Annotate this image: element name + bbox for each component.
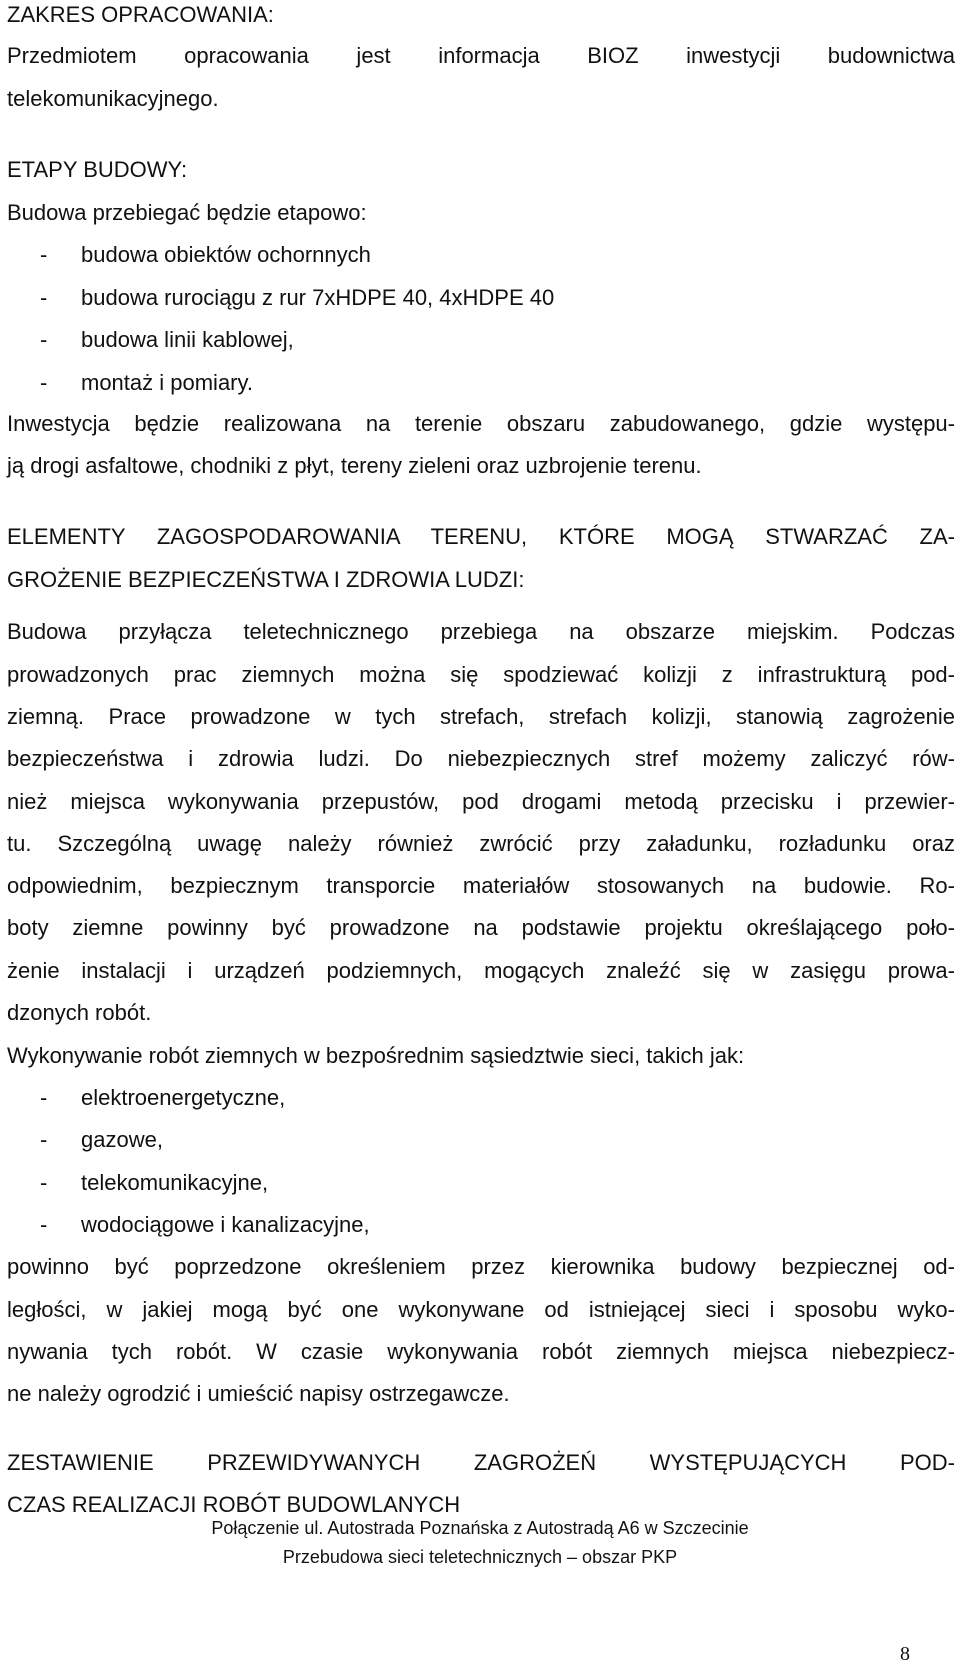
paragraph-line: boty ziemne powinny być prowadzone na podstawie projektu określającego poło-	[7, 915, 955, 940]
paragraph-line: ziemną. Prace prowadzone w tych strefach, strefach kolizji, stanowią zagrożenie	[7, 704, 955, 729]
list-bullet: -	[40, 370, 48, 395]
paragraph-line: ległości, w jakiej mogą być one wykonywane od istniejącej sieci i sposobu wyko-	[7, 1297, 955, 1322]
list-item: telekomunikacyjne,	[81, 1170, 269, 1195]
paragraph-line: ją drogi asfaltowe, chodniki z płyt, tereny zieleni oraz uzbrojenie terenu.	[7, 453, 702, 478]
list-bullet: -	[40, 1170, 48, 1195]
list-bullet: -	[40, 242, 48, 267]
paragraph-line: ne należy ogrodzić i umieścić napisy ostrzegawcze.	[7, 1381, 510, 1406]
list-item: elektroenergetyczne,	[81, 1085, 286, 1110]
section-heading-zakres: ZAKRES OPRACOWANIA:	[7, 2, 274, 27]
list-item: gazowe,	[81, 1127, 163, 1152]
list-bullet: -	[40, 1212, 48, 1237]
page-number: 8	[900, 1643, 910, 1665]
section-heading-zestawienie: ZESTAWIENIE PRZEWIDYWANYCH ZAGROŻEŃ WYSTĘPUJĄCYCH POD-	[7, 1450, 955, 1475]
section-heading-elementy-cont: GROŻENIE BEZPIECZEŃSTWA I ZDROWIA LUDZI:	[7, 567, 525, 592]
list-item: budowa rurociągu z rur 7xHDPE 40, 4xHDPE 40	[81, 285, 555, 310]
footer-line-2: Przebudowa sieci teletechnicznych – obszar PKP	[282, 1547, 678, 1567]
list-bullet: -	[40, 1127, 48, 1152]
paragraph-line: Inwestycja będzie realizowana na terenie obszaru zabudowanego, gdzie występu-	[7, 411, 955, 436]
section-heading-etapy: ETAPY BUDOWY:	[7, 157, 188, 182]
paragraph-line: tu. Szczególną uwagę należy również zwrócić przy załadunku, rozładunku oraz	[7, 831, 955, 856]
list-item: montaż i pomiary.	[81, 370, 253, 395]
paragraph-line: żenie instalacji i urządzeń podziemnych, mogących znaleźć się w zasięgu prowa-	[7, 958, 955, 983]
paragraph-line: prowadzonych prac ziemnych można się spodziewać kolizji z infrastrukturą pod-	[7, 662, 955, 687]
list-bullet: -	[40, 285, 48, 310]
paragraph-line: telekomunikacyjnego.	[7, 86, 219, 111]
paragraph-line: Budowa przyłącza teletechnicznego przebiega na obszarze miejskim. Podczas	[7, 619, 955, 644]
list-item: budowa obiektów ochornnych	[81, 242, 371, 267]
paragraph-line: Budowa przebiegać będzie etapowo:	[7, 200, 367, 225]
footer-line-1: Połączenie ul. Autostrada Poznańska z Autostradą A6 w Szczecinie	[211, 1518, 749, 1538]
section-heading-elementy: ELEMENTY ZAGOSPODAROWANIA TERENU, KTÓRE MOGĄ STWARZAĆ ZA-	[7, 524, 955, 549]
paragraph-line: dzonych robót.	[7, 1000, 152, 1025]
paragraph-line: nywania tych robót. W czasie wykonywania robót ziemnych miejsca niebezpiecz-	[7, 1339, 955, 1364]
section-heading-zestawienie-cont: CZAS REALIZACJI ROBÓT BUDOWLANYCH	[7, 1492, 461, 1517]
list-bullet: -	[40, 1085, 48, 1110]
list-bullet: -	[40, 327, 48, 352]
paragraph-line: nież miejsca wykonywania przepustów, pod drogami metodą przecisku i przewier-	[7, 789, 955, 814]
paragraph-line: odpowiednim, bezpiecznym transporcie materiałów stosowanych na budowie. Ro-	[7, 873, 955, 898]
paragraph-line: bezpieczeństwa i zdrowia ludzi. Do niebezpiecznych stref możemy zaliczyć rów-	[7, 746, 955, 771]
paragraph-line: Przedmiotem opracowania jest informacja BIOZ inwestycji budownictwa	[7, 43, 955, 68]
paragraph-line: Wykonywanie robót ziemnych w bezpośrednim sąsiedztwie sieci, takich jak:	[7, 1043, 745, 1068]
paragraph-line: powinno być poprzedzone określeniem przez kierownika budowy bezpiecznej od-	[7, 1254, 955, 1279]
list-item: wodociągowe i kanalizacyjne,	[81, 1212, 370, 1237]
list-item: budowa linii kablowej,	[81, 327, 294, 352]
